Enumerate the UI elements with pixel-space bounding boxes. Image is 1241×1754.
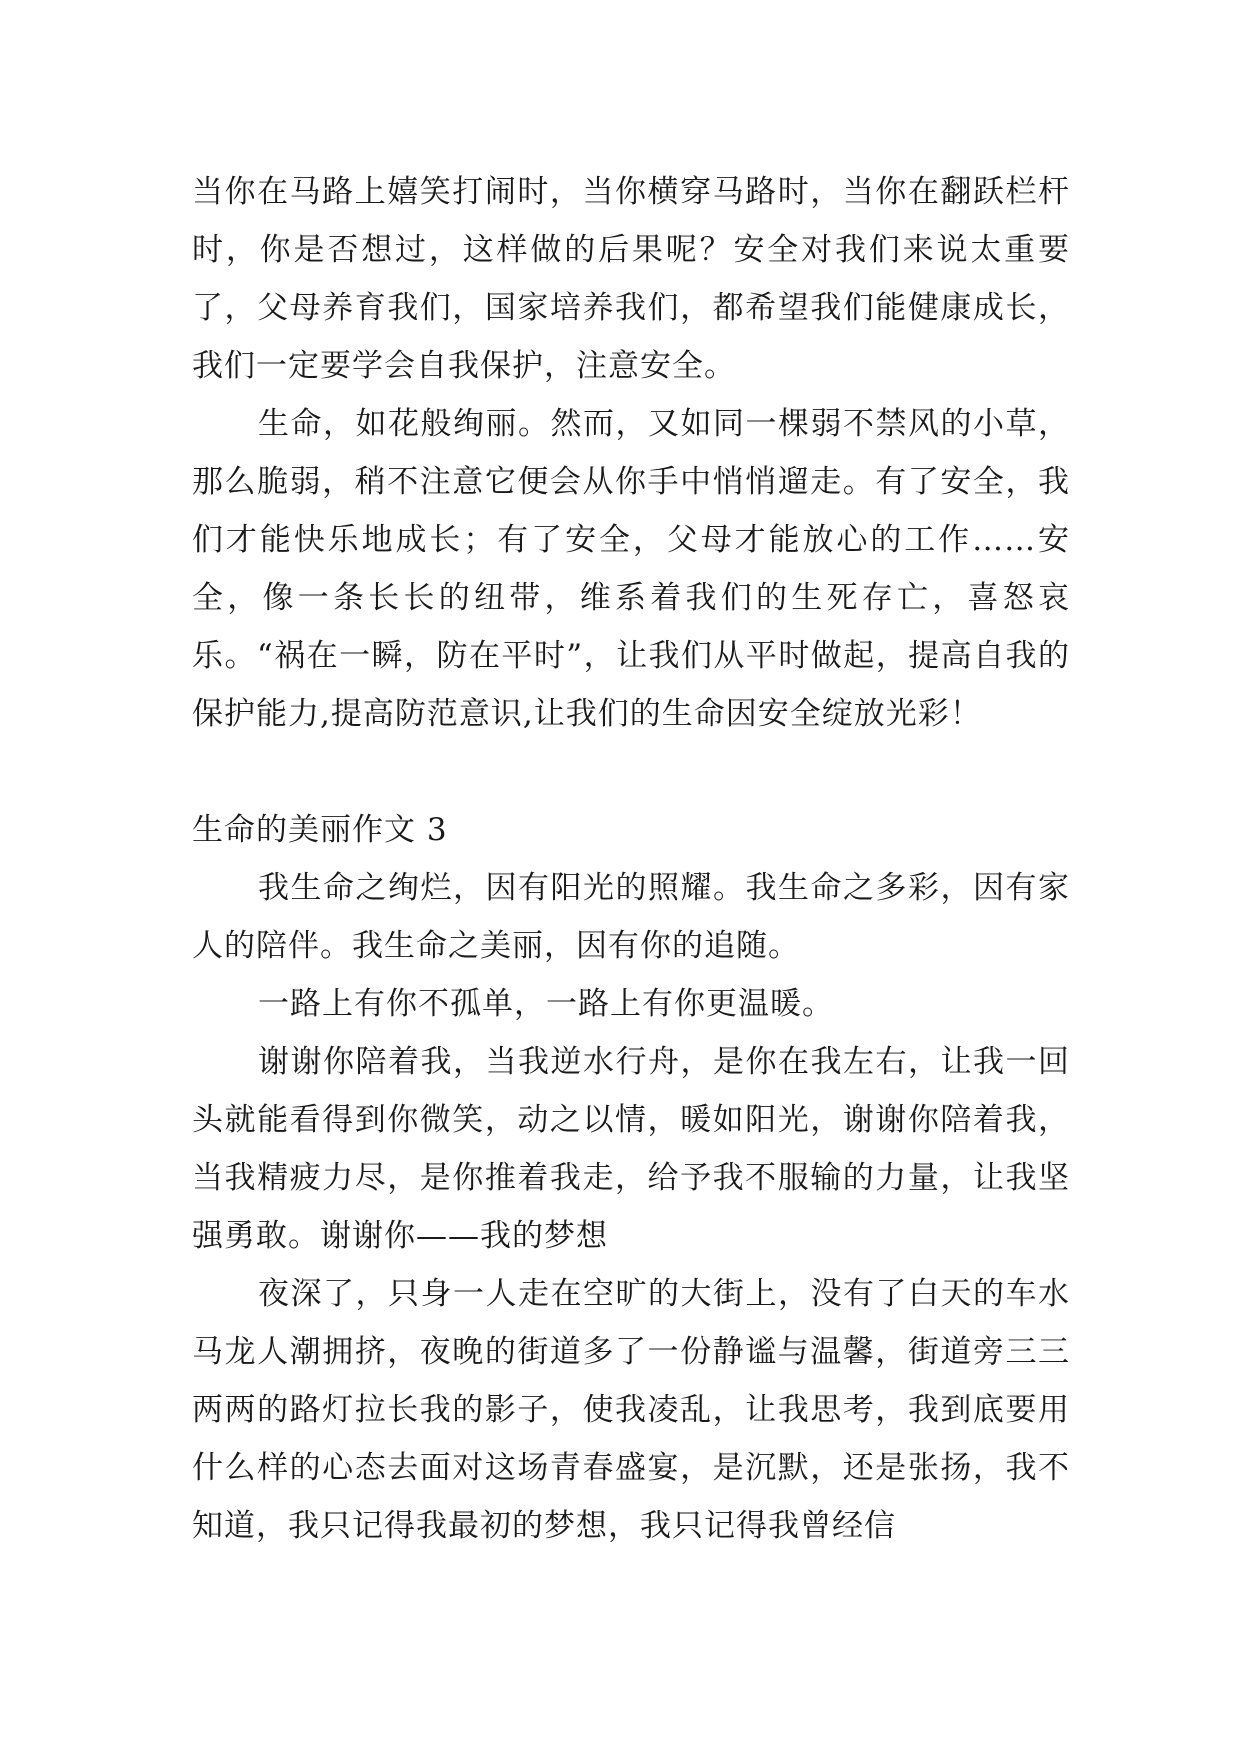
paragraph-life-brilliance: 我生命之绚烂，因有阳光的照耀。我生命之多彩，因有家人的陪伴。我生命之美丽，因有你的追随。 xyxy=(192,870,1070,964)
essay-heading: 生命的美丽作文 3 xyxy=(192,812,448,848)
paragraph-late-night: 夜深了，只身一人走在空旷的大街上，没有了白天的车水马龙人潮拥挤，夜晚的街道多了一份静谧与温馨，街道旁三三两两的路灯拉长我的影子，使我凌乱，让我思考，我到底要用什么样的心态去面对这场青春盛宴，是沉默，还是张扬，我不知道，我只记得我最初的梦想，我只记得我曾经信 xyxy=(192,1276,1070,1544)
paragraph-safety-intro: 当你在马路上嬉笑打闹时，当你横穿马路时，当你在翻跃栏杆时，你是否想过，这样做的后果呢？安全对我们来说太重要了，父母养育我们，国家培养我们，都希望我们能健康成长，我们一定要学会自我保护，注意安全。 xyxy=(192,174,1070,384)
paragraph-thank-you-dream: 谢谢你陪着我，当我逆水行舟，是你在我左右，让我一回头就能看得到你微笑，动之以情，暖如阳光，谢谢你陪着我，当我精疲力尽，是你推着我走，给予我不服输的力量，让我坚强勇敢。谢谢你——我的梦想 xyxy=(192,1044,1070,1254)
document-page xyxy=(192,163,1070,1555)
paragraph-life-safety: 生命，如花般绚丽。然而，又如同一棵弱不禁风的小草，那么脆弱，稍不注意它便会从你手中悄悄遛走。有了安全，我们才能快乐地成长；有了安全，父母才能放心的工作……安全，像一条长长的纽带，维系着我们的生死存亡，喜怒哀乐。“祸在一瞬，防在平时”，让我们从平时做起，提高自我的保护能力,提高防范意识,让我们的生命因安全绽放光彩！ xyxy=(192,406,1070,732)
paragraph-not-alone: 一路上有你不孤单，一路上有你更温暖。 xyxy=(258,986,834,1022)
